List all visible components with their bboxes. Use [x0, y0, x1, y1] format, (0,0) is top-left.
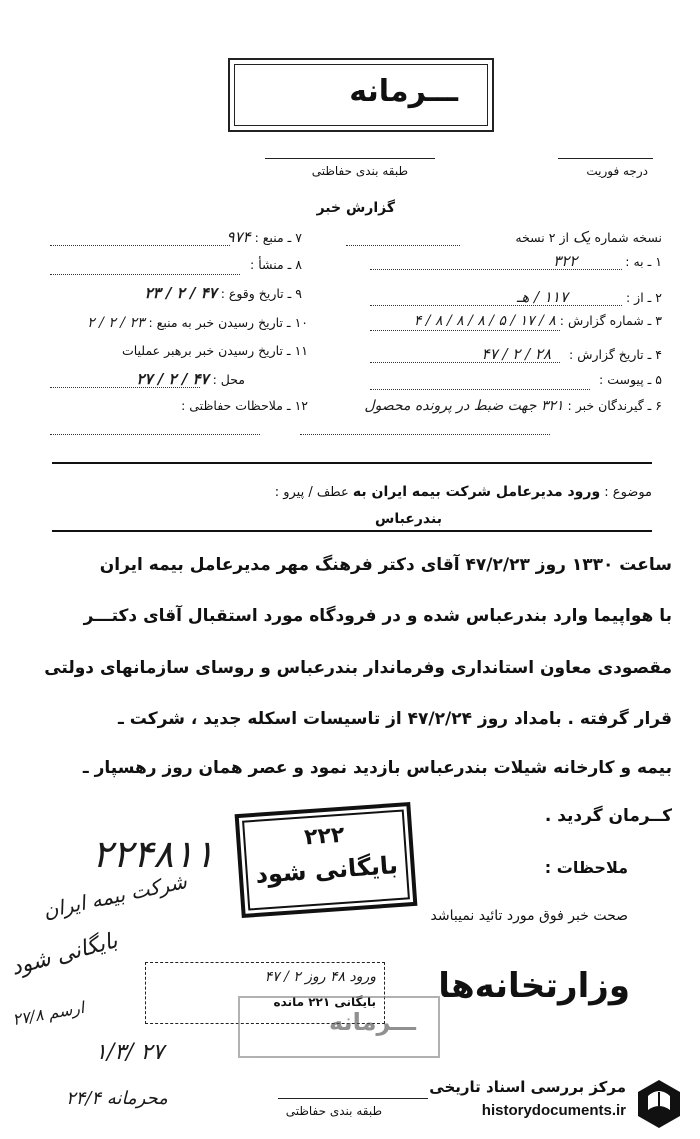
body-line: ساعت ۱۳۳۰ روز ۴۷/۲/۲۳ آقای دکتر فرهنگ مهر مدیرعامل بیمه ایران: [99, 555, 672, 575]
top-stamp-text: ـــرمانه: [349, 74, 458, 109]
archive-logo-icon: [632, 1076, 686, 1130]
archive-stamp: [235, 802, 418, 918]
separator-subject: [52, 530, 652, 532]
field-to: ۱ ـ به : ۳۲۲: [553, 252, 662, 270]
subject-line2: بندرعباس: [375, 511, 442, 527]
classification-label: طبقه بندی حفاظتی: [311, 164, 408, 178]
handwritten-note: محرمانه ۲۴/۴: [66, 1088, 168, 1109]
separator-top: [52, 462, 652, 464]
body-line: بیمه و کارخانه شیلات بندرعباس بازدید نمود و عصر همان روز رهسپار ـ: [82, 758, 672, 778]
handwritten-note: ارسم ۲۷/۸: [10, 997, 86, 1030]
body-line: با هواپیما وارد بندرعباس شده و در فرودگاه مورد استقبال آقای دکتـــر: [83, 606, 672, 626]
registration-line2: بایگانی ۲۲۱ مانده: [273, 995, 376, 1009]
handwritten-note: بایگانی شود: [8, 928, 121, 981]
field-ops-date: ۱۱ ـ تاریخ رسیدن خبر برهبر عملیات: [121, 343, 308, 358]
field-recipients: ۶ ـ گیرندگان خبر : ۳۲۱ جهت ضبط در پرونده محصول: [364, 398, 662, 414]
body-line: قرار گرفته . بامداد روز ۴۷/۲/۲۴ از تاسیسات اسکله جدید ، شرکت ـ: [118, 709, 672, 729]
field-copy-number: نسخه شماره یک از ۲ نسخه: [515, 228, 662, 246]
archive-stamp-number: ۲۲۲: [303, 822, 346, 851]
handwritten-number: ۲۲۴۸۱۱: [92, 832, 215, 876]
body-line: کــرمان گردید .: [544, 806, 672, 826]
logo-title: مرکز بررسی اسناد تاریخی: [429, 1078, 626, 1096]
handwritten-note: شرکت بیمه ایران: [41, 869, 189, 923]
footer-classification: طبقه بندی حفاظتی: [285, 1104, 382, 1118]
ministry-text: وزارتخانه‌ها: [438, 966, 630, 1006]
field-from: ۲ ـ از : ۱۱۷ / هـ: [516, 288, 662, 306]
handwritten-note: ۱/۳/ ۲۷: [95, 1040, 165, 1065]
registration-line1: ورود ۴۸ روز ۲ / ۴۷: [264, 969, 376, 985]
field-event-date: ۹ ـ تاریخ وقوع : ۴۷ / ۲ / ۲۳: [144, 284, 302, 302]
field-source: ۷ ـ منبع : ۹۷۴: [226, 228, 302, 246]
archive-logo: [412, 1074, 692, 1132]
body-line: مقصودی معاون استانداری وفرماندار بندرعباس و روسای سازمانهای دولتی: [44, 658, 672, 678]
field-report-date: ۴ ـ تاریخ گزارش : ۲۸ / ۲ / ۴۷: [481, 345, 662, 363]
field-origin: ۸ ـ منشأ :: [250, 257, 302, 272]
field-security-notes: ۱۲ ـ ملاحظات حفاظتی :: [181, 398, 308, 413]
subject-line: موضوع : ورود مدیرعامل شرکت بیمه ایران به عطف / پیرو :: [274, 484, 652, 500]
remarks-label: ملاحظات :: [544, 858, 628, 877]
top-stamp-box: [228, 58, 494, 132]
field-attachment: ۵ ـ پیوست :: [599, 372, 662, 387]
field-location: محل : ۴۷ / ۲ / ۲۷: [136, 370, 245, 388]
logo-url: historydocuments.ir: [481, 1102, 626, 1119]
bottom-stamp-text: ـــرمانه: [329, 1008, 416, 1036]
validation-text: صحت خبر فوق مورد تائید نمیباشد: [430, 908, 628, 924]
field-source-date: ۱۰ ـ تاریخ رسیدن خبر به منبع : ۲۳ / ۲ / ۲: [87, 315, 308, 331]
field-report-number: ۳ ـ شماره گزارش : ۸ / ۱۷ / ۵ / ۸ / ۸ / ۸ / ۴: [413, 313, 662, 329]
report-title: گزارش خبر: [316, 200, 395, 216]
archive-stamp-text: بایگانی شود: [254, 851, 399, 889]
priority-label: درجه فوریت: [586, 164, 648, 178]
bottom-stamp-box: [238, 996, 440, 1058]
